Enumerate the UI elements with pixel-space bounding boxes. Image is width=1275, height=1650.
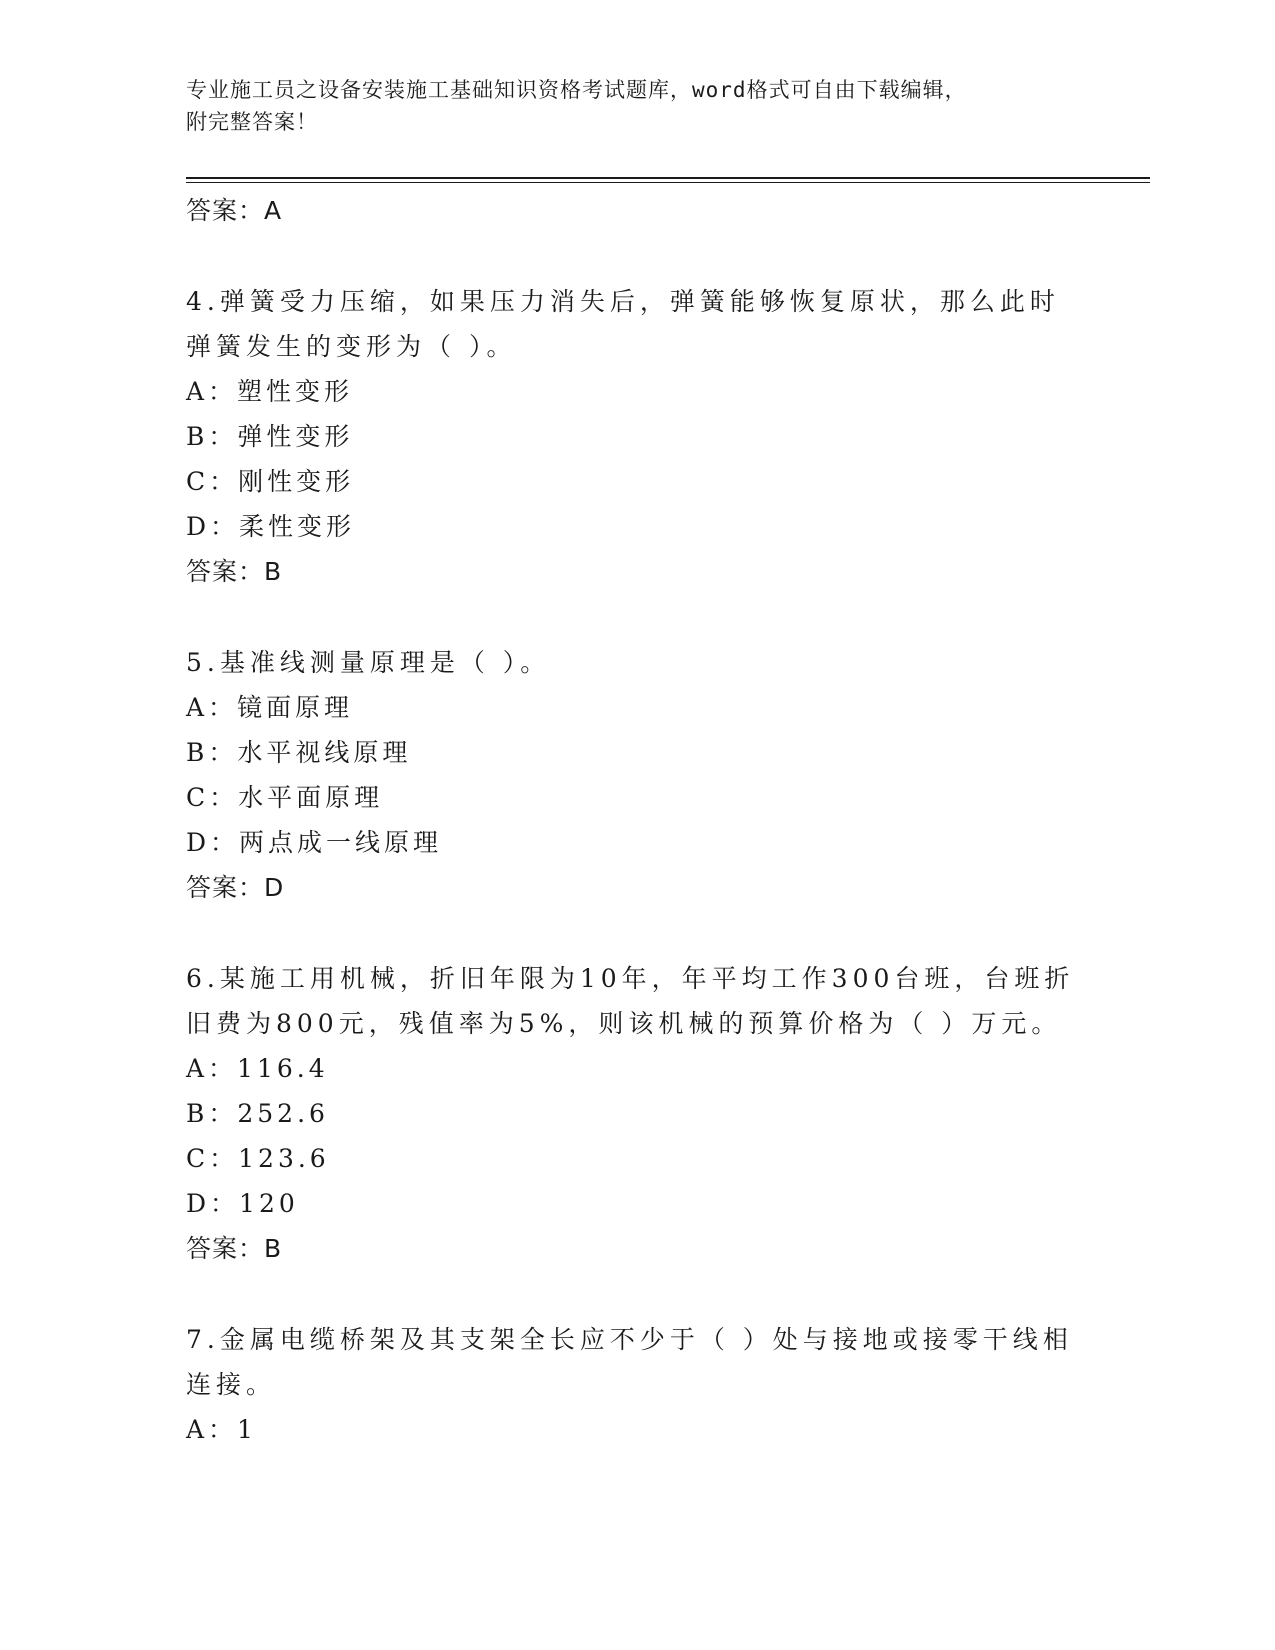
option-d: D：120 <box>186 1189 299 1218</box>
question-stem: 7.金属电缆桥架及其支架全长应不少于（ ）处与接地或接零干线相连接。 <box>186 1325 1073 1399</box>
option-c: C：水平面原理 <box>186 783 384 812</box>
page-header <box>186 74 1066 138</box>
answer-line: 答案：A <box>186 196 283 225</box>
question-block <box>186 640 1076 910</box>
question-stem: 6.某施工用机械，折旧年限为10年，年平均工作300台班，台班折旧费为800元，残值率为5%，则该机械的预算价格为（ ）万元。 <box>186 964 1075 1038</box>
header-rule-thin <box>186 182 1150 183</box>
option-b: B：252.6 <box>186 1099 329 1128</box>
question-block <box>186 956 1076 1271</box>
option-b: B：水平视线原理 <box>186 738 412 767</box>
header-line-1: 专业施工员之设备安装施工基础知识资格考试题库，word格式可自由下载编辑， <box>186 78 967 102</box>
option-d: D：柔性变形 <box>186 512 356 541</box>
header-line-2: 附完整答案！ <box>186 110 318 134</box>
option-a: A：塑性变形 <box>186 377 354 406</box>
option-a: A：1 <box>186 1415 257 1444</box>
question-stem: 4.弹簧受力压缩，如果压力消失后，弹簧能够恢复原状，那么此时弹簧发生的变形为（ ）。 <box>186 287 1060 361</box>
option-b: B：弹性变形 <box>186 422 354 451</box>
question-block <box>186 279 1076 594</box>
question-list <box>186 188 1076 1452</box>
answer-line: 答案：B <box>186 1234 283 1263</box>
question-block <box>186 1317 1076 1452</box>
option-a: A：116.4 <box>186 1054 329 1083</box>
question-stem: 5.基准线测量原理是（ ）。 <box>186 648 551 677</box>
answer-line: 答案：D <box>186 873 285 902</box>
option-d: D：两点成一线原理 <box>186 828 443 857</box>
answer-line: 答案：B <box>186 557 283 586</box>
option-c: C：123.6 <box>186 1144 330 1173</box>
header-rule-thick <box>186 177 1150 179</box>
option-c: C：刚性变形 <box>186 467 355 496</box>
option-a: A：镜面原理 <box>186 693 354 722</box>
